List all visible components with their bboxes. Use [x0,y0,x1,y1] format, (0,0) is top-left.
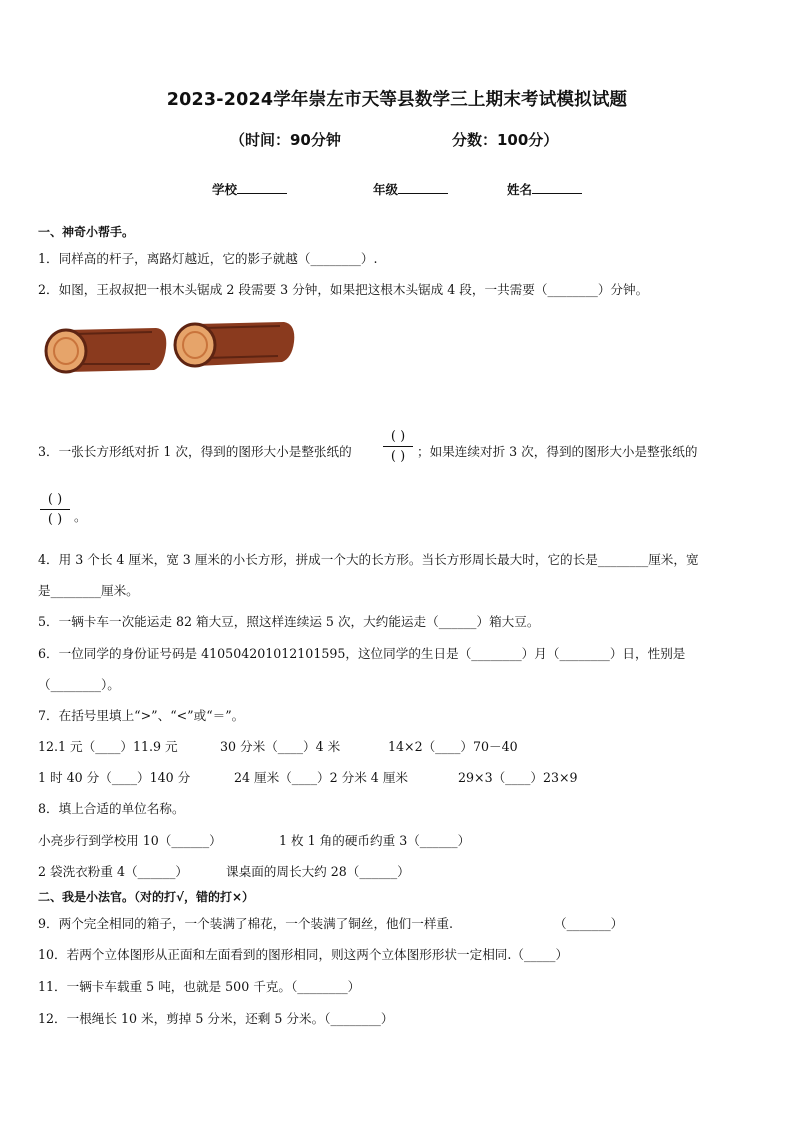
school-blank[interactable] [237,181,287,194]
page-title: 2023-2024学年崇左市天等县数学三上期末考试模拟试题 [166,90,628,110]
name-field [507,180,582,198]
fraction-denominator: ( ) [47,512,63,527]
fraction-bar [40,509,70,510]
fraction-denominator: ( ) [390,449,406,464]
q7-item-3: 14×2（____）70－40 [388,739,518,754]
question-4-line1: 4．用 3 个长 4 厘米，宽 3 厘米的小长方形，拼成一个大的长方形。当长方形周长最大时，它的长是________厘米，宽 [38,552,699,567]
fraction-bar [383,446,413,447]
question-1: 1．同样高的杆子，离路灯越近，它的影子就越（________）. [38,251,378,266]
q8-item-4: 课桌面的周长大约 28（______） [226,864,410,879]
exam-time: （时间：90分钟 [230,131,341,149]
question-6-line1: 6．一位同学的身份证号码是 410504201012101595，这位同学的生日是（________）月（________）日，性别是 [38,646,686,661]
question-3-end: 。 [74,509,87,524]
question-9: 9．两个完全相同的箱子，一个装满了棉花，一个装满了铜丝，他们一样重. [38,916,454,931]
q7-item-2: 30 分米（____）4 米 [220,739,341,754]
q7-item-4: 1 时 40 分（____）140 分 [38,770,191,785]
grade-label: 年级 [373,182,399,197]
name-label: 姓名 [507,182,533,197]
question-3-part2: ；如果连续对折 3 次，得到的图形大小是整张纸的 [417,444,698,459]
question-11: 11．一辆卡车载重 5 吨，也就是 500 千克。（________） [38,979,361,994]
section-1-heading: 一、神奇小帮手。 [38,225,135,239]
fraction-numerator: ( ) [390,429,406,444]
fraction-numerator: ( ) [47,492,63,507]
question-9-blank[interactable]: （_______） [554,916,624,931]
exam-score: 分数：100分） [452,131,559,149]
question-6-line2: （________）。 [38,677,120,692]
q7-item-5: 24 厘米（____）2 分米 4 厘米 [234,770,409,785]
question-3-part1: 3．一张长方形纸对折 1 次，得到的图形大小是整张纸的 [38,444,352,459]
question-7: 7．在括号里填上“>”、“<”或“＝”。 [38,708,245,723]
school-field [212,180,287,198]
school-label: 学校 [212,182,238,197]
q8-item-3: 2 袋洗衣粉重 4（______） [38,864,188,879]
fraction-blank-1[interactable] [383,429,413,464]
question-8: 8．填上合适的单位名称。 [38,801,185,816]
grade-blank[interactable] [398,181,448,194]
q7-item-1: 12.1 元（____）11.9 元 [38,739,178,754]
log-left [46,328,166,372]
grade-field [373,180,448,198]
question-4-line2: 是________厘米。 [38,583,139,598]
fraction-blank-2[interactable] [40,492,70,527]
q8-item-1: 小亮步行到学校用 10（______） [38,833,222,848]
log-right [175,322,294,366]
section-2-heading: 二、我是小法官。（对的打√，错的打×） [38,890,255,904]
question-5: 5．一辆卡车一次能运走 82 箱大豆，照这样连续运 5 次，大约能运走（______）箱大豆。 [38,614,540,629]
question-2: 2．如图，王叔叔把一根木头锯成 2 段需要 3 分钟，如果把这根木头锯成 4 段，一共需要（________）分钟。 [38,282,649,297]
name-blank[interactable] [532,181,582,194]
q7-item-6: 29×3（____）23×9 [458,770,578,785]
wood-logs-image [44,318,304,380]
q8-item-2: 1 枚 1 角的硬币约重 3（______） [279,833,471,848]
question-10: 10．若两个立体图形从正面和左面看到的图形相同，则这两个立体图形形状一定相同.（_____） [38,947,569,962]
question-12: 12．一根绳长 10 米，剪掉 5 分米，还剩 5 分米。（________） [38,1011,394,1026]
